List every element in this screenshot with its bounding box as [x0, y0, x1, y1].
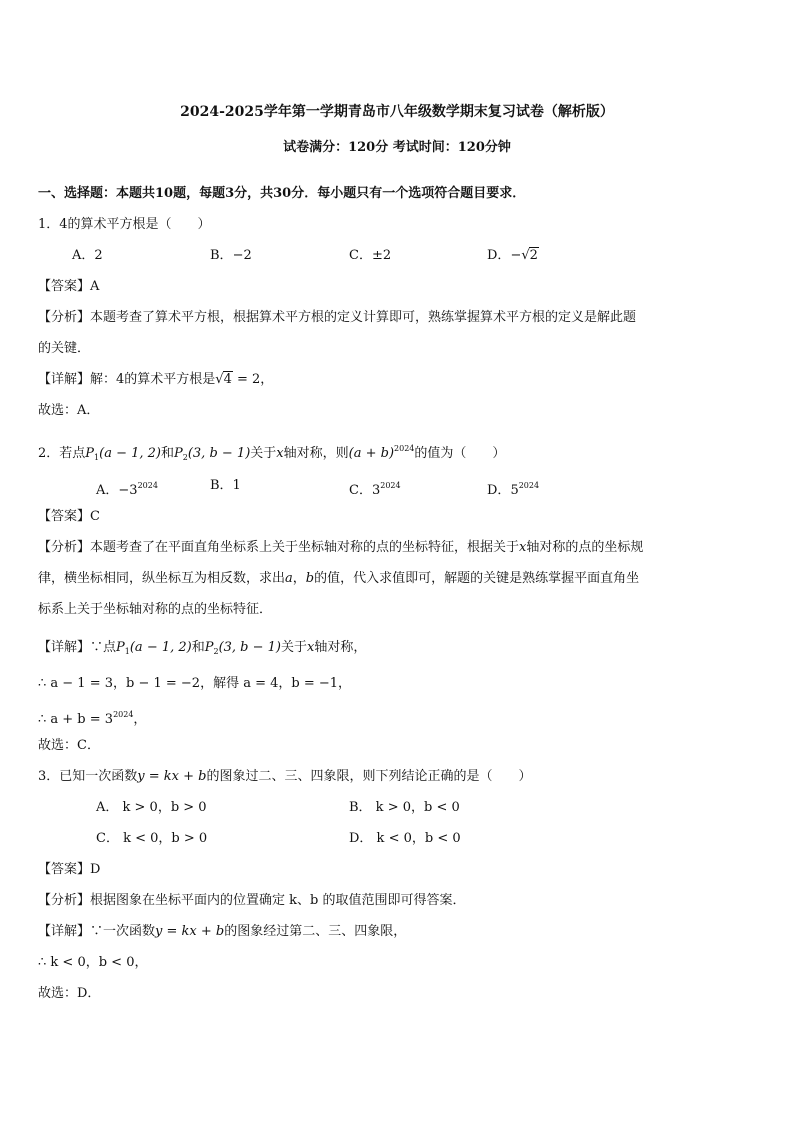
- q1-detail: 【详解】解：4的算术平方根是√4 = 2，: [38, 372, 274, 387]
- page-title: 2024-2025学年第一学期青岛市八年级数学期末复习试卷（解析版）: [180, 104, 614, 120]
- q2-analysis-line2: 律，横坐标相同，纵坐标互为相反数，求出a，b的值，代入求值即可，解题的关键是熟练掌握平面直角坐: [38, 571, 640, 586]
- q3-analysis: 【分析】根据图象在坐标平面内的位置确定 k、b 的取值范围即可得答案．: [38, 893, 466, 908]
- q1-option-c: C．±2: [349, 248, 392, 263]
- sqrt-icon: √: [521, 248, 530, 263]
- q1-stem: 1．4的算术平方根是（ ）: [38, 217, 211, 232]
- q2-analysis-line3: 标系上关于坐标轴对称的点的坐标特征．: [38, 602, 273, 617]
- exam-info: 试卷满分：120分 考试时间：120分钟: [283, 140, 511, 155]
- q2-detail-line1: 【详解】∵点$P_1(a - 1$, 2)和$P_2(3$, b − 1)关于x轴对称，: [38, 640, 367, 656]
- q1-analysis-line1: 【分析】本题考查了算术平方根，根据算术平方根的定义计算即可，熟练掌握算术平方根的定义是解此题: [38, 310, 637, 325]
- q3-option-c: C． k < 0，b > 0: [96, 831, 208, 846]
- q2-option-c: C．$3^{2024}$: [349, 481, 401, 498]
- sqrt-icon: √: [215, 372, 224, 387]
- q1-answer: 【答案】A: [38, 279, 100, 294]
- q1-option-d: D．−√2: [487, 248, 538, 263]
- q1-choice: 故选：A．: [38, 403, 100, 418]
- q3-stem: 3．已知一次函数y = kx + b的图象过二、三、四象限，则下列结论正确的是（ ）: [38, 769, 532, 784]
- q2-stem: 2．若点$P_1(a - 1$, 2)和$P_2(3$, b − 1)关于x轴对称，则$(a + b)^{2024}$的值为（ ）: [38, 444, 506, 462]
- q2-choice: 故选：C．: [38, 738, 100, 753]
- q3-option-b: B． k > 0，b < 0: [349, 800, 460, 815]
- q2-option-d: D．$5^{2024}$: [487, 481, 540, 498]
- q2-option-a: A．$-3^{2024}$: [96, 481, 158, 498]
- q1-option-a: A．2: [72, 248, 103, 263]
- q2-detail-line3: ∴ $a + b = 3^{2024}$，: [38, 710, 147, 727]
- q3-option-a: A． k > 0，b > 0: [96, 800, 207, 815]
- q3-detail-line2: ∴ k < 0，b < 0，: [38, 955, 148, 970]
- section-heading: 一、选择题：本题共10题，每题3分，共30分．每小题只有一个选项符合题目要求．: [38, 186, 526, 201]
- q3-detail-line1: 【详解】∵一次函数y = kx + b的图象经过第二、三、四象限，: [38, 924, 407, 939]
- q1-option-b: B．−2: [210, 248, 252, 263]
- q1-analysis-line2: 的关键．: [38, 341, 91, 356]
- q2-answer: 【答案】C: [38, 509, 100, 524]
- q3-option-d: D． k < 0，b < 0: [349, 831, 461, 846]
- q3-choice: 故选：D．: [38, 986, 101, 1001]
- q2-detail-line2: ∴ a − 1 = 3，b − 1 = −2，解得 a = 4，b = −1，: [38, 676, 352, 691]
- q2-analysis-line1: 【分析】本题考查了在平面直角坐标系上关于坐标轴对称的点的坐标特征，根据关于x轴对称的点的坐标规: [38, 540, 644, 555]
- q2-option-b: B．1: [210, 478, 241, 493]
- q3-answer: 【答案】D: [38, 862, 101, 877]
